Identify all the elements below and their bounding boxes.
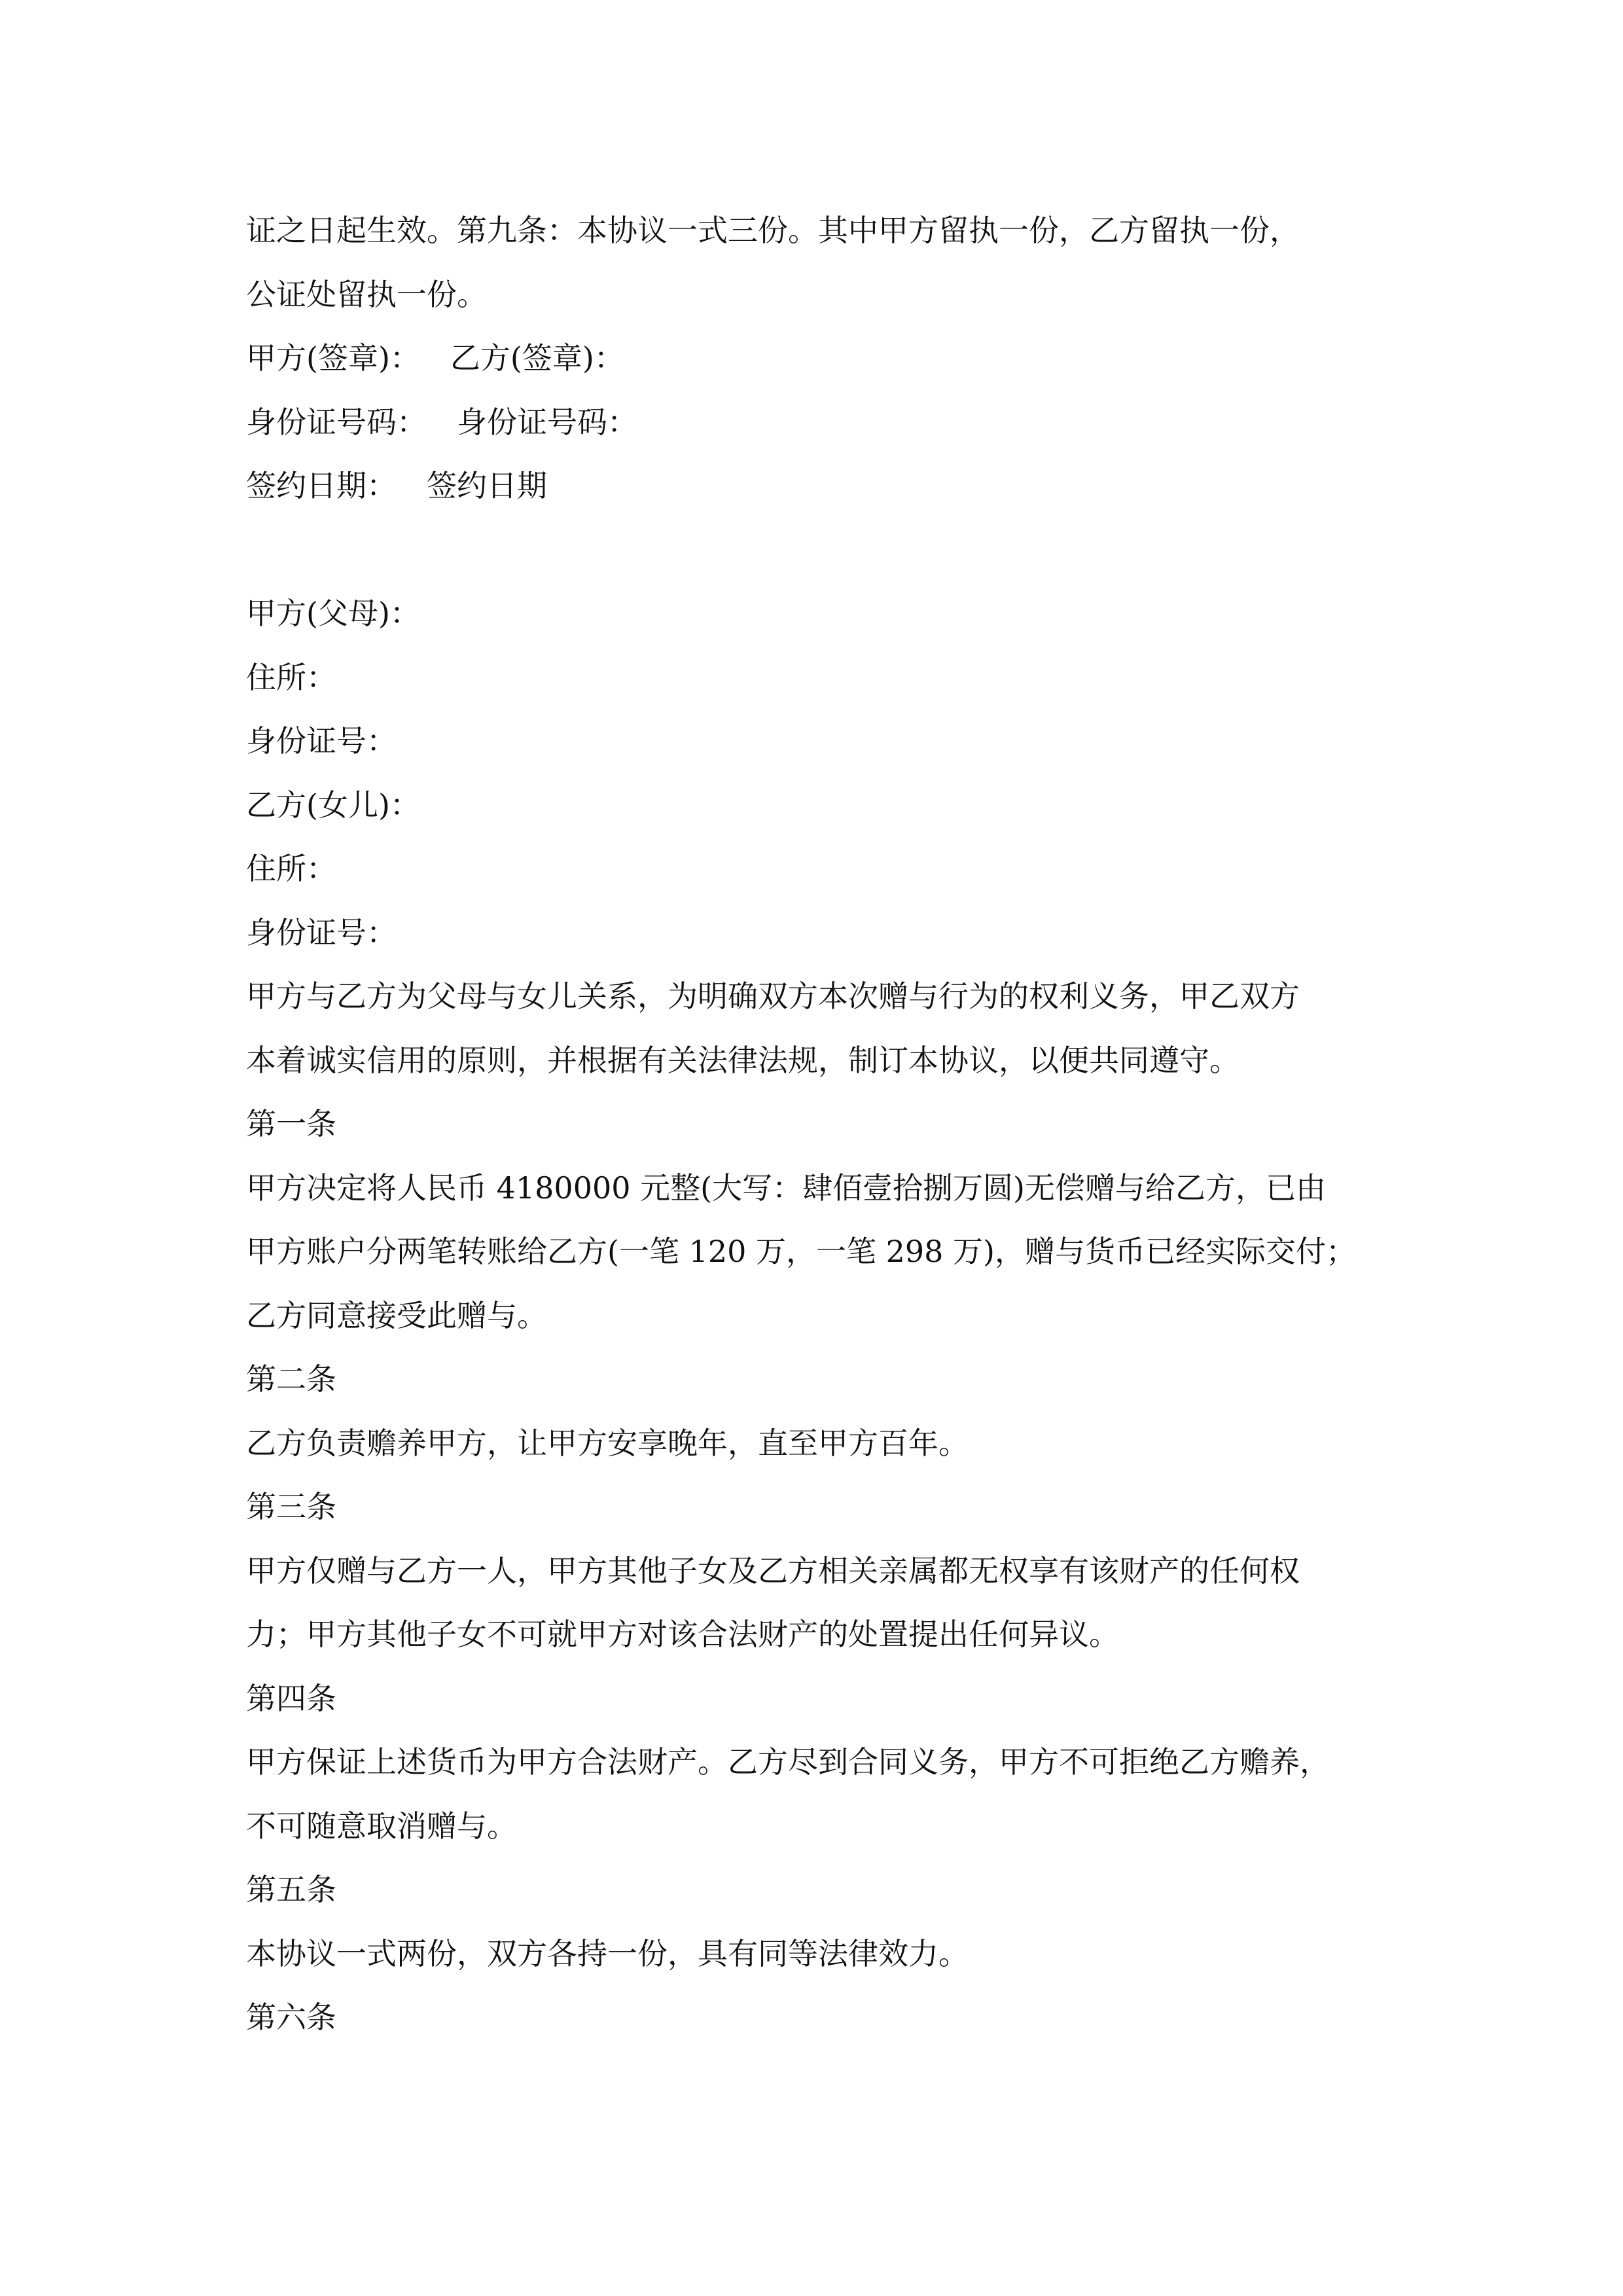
party-b-id-label: 身份证号码： <box>457 404 637 440</box>
article-heading: 第五条 <box>246 1872 336 1907</box>
signature-seal-line <box>246 327 1398 391</box>
article-heading: 第四条 <box>246 1680 336 1716</box>
party-a-heading: 甲方(父母)： <box>246 596 420 631</box>
party-b-address-label: 住所： <box>246 851 336 886</box>
article-text-line: 乙方负责赡养甲方，让甲方安享晚年，直至甲方百年。 <box>246 1425 969 1461</box>
party-b-id-number-label: 身份证号： <box>246 914 397 950</box>
paragraph-line: 公证处留执一份。 <box>246 276 487 312</box>
party-a-seal-label: 甲方(签章)： <box>246 340 420 376</box>
document-body <box>246 199 1398 2050</box>
article-text-line: 甲方保证上述货币为甲方合法财产。乙方尽到合同义务，甲方不可拒绝乙方赡养， <box>246 1744 1330 1780</box>
article-heading: 第二条 <box>246 1361 336 1397</box>
section-gap <box>246 518 1398 583</box>
party-a-address-label: 住所： <box>246 659 336 695</box>
signature-date-line <box>246 454 1398 518</box>
article-text-line: 力；甲方其他子女不可就甲方对该合法财产的处置提出任何异议。 <box>246 1617 1119 1652</box>
party-b-seal-label: 乙方(签章)： <box>450 340 624 376</box>
article-heading: 第六条 <box>246 2000 336 2035</box>
party-b-heading: 乙方(女儿)： <box>246 787 420 823</box>
party-a-id-label: 身份证号码： <box>246 404 427 440</box>
article-text-line: 本协议一式两份，双方各持一份，具有同等法律效力。 <box>246 1935 969 1971</box>
party-a-date-label: 签约日期： <box>246 468 397 503</box>
article-text-line: 不可随意取消赠与。 <box>246 1808 517 1844</box>
party-a-id-number-label: 身份证号： <box>246 723 397 759</box>
article-heading: 第三条 <box>246 1489 336 1524</box>
article-heading: 第一条 <box>246 1106 336 1141</box>
party-b-date-label: 签约日期 <box>427 468 547 503</box>
signature-id-line <box>246 391 1398 455</box>
article-text-line: 甲方仅赠与乙方一人，甲方其他子女及乙方相关亲属都无权享有该财产的任何权 <box>246 1552 1300 1588</box>
preamble-line: 本着诚实信用的原则，并根据有关法律法规，制订本协议，以便共同遵守。 <box>246 1042 1240 1078</box>
article-text-line: 乙方同意接受此赠与。 <box>246 1297 547 1333</box>
preamble-line: 甲方与乙方为父母与女儿关系，为明确双方本次赠与行为的权利义务，甲乙双方 <box>246 978 1300 1014</box>
article-text-line: 甲方决定将人民币 4180000 元整(大写：肆佰壹拾捌万圆)无偿赠与给乙方，已由 <box>246 1170 1327 1206</box>
paragraph-line: 证之日起生效。第九条：本协议一式三份。其中甲方留执一份，乙方留执一份， <box>246 213 1300 248</box>
article-text-line: 甲方账户分两笔转账给乙方(一笔 120 万，一笔 298 万)，赠与货币已经实际交付； <box>246 1234 1356 1269</box>
